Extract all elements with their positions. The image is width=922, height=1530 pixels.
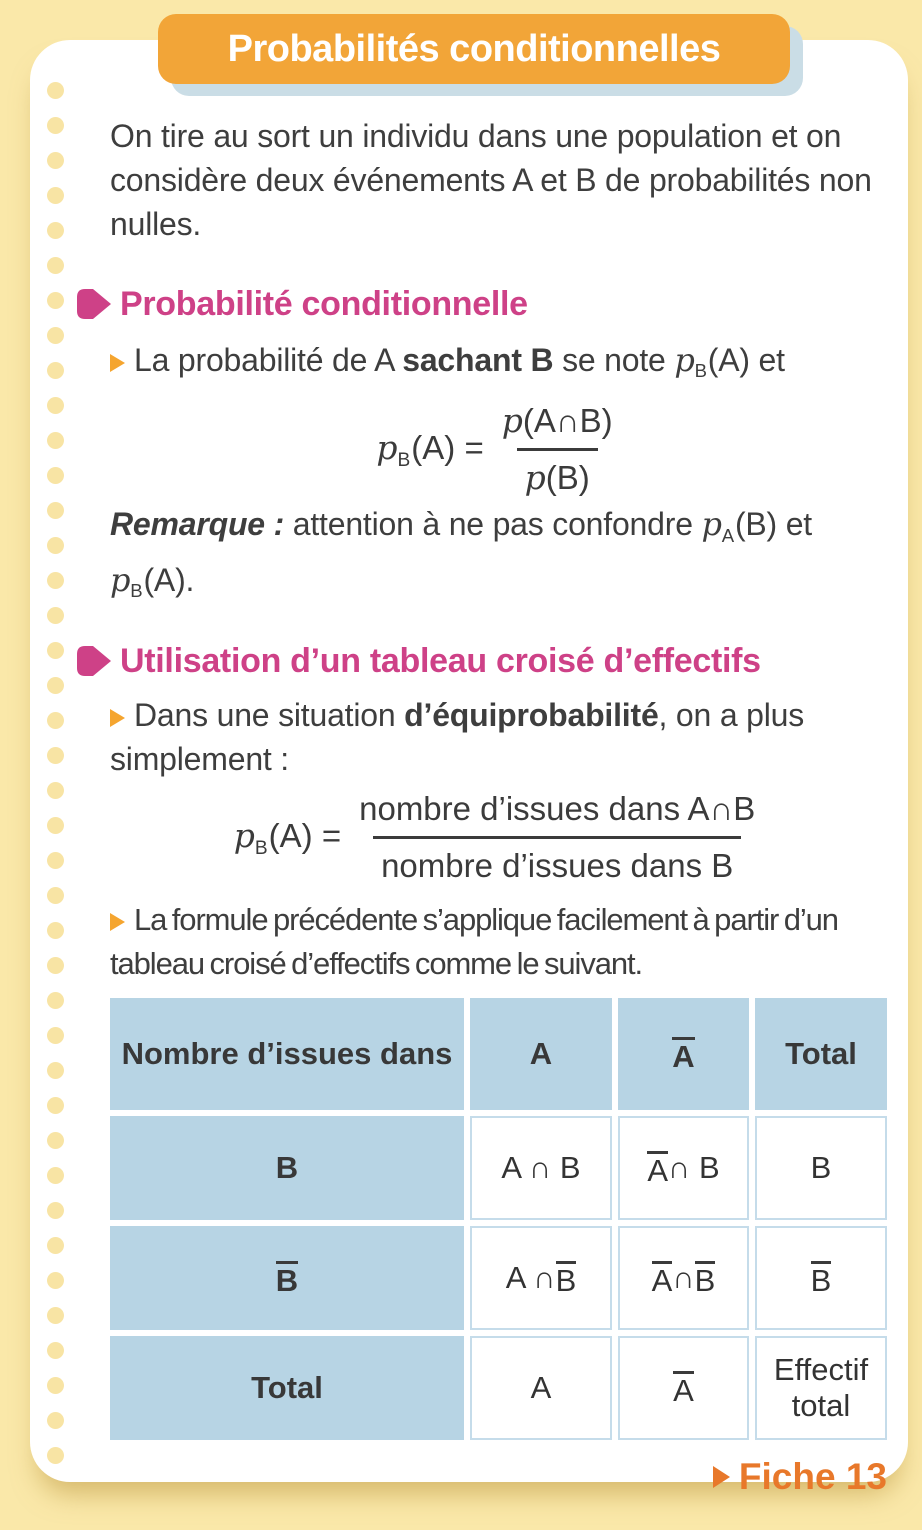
effectifs-table — [110, 998, 887, 1440]
table-cell: B — [755, 1226, 887, 1330]
binder-dot — [47, 1307, 64, 1324]
bullet-text: La probabilité de A sachant B se note $p_B(A)$ et — [134, 341, 785, 382]
table-cell: A ∩ B — [618, 1226, 749, 1330]
binder-dot — [47, 1167, 64, 1184]
binder-dot — [47, 957, 64, 974]
table-row-header-cell: B — [110, 1226, 464, 1330]
table-row-header-cell: B — [110, 1116, 464, 1220]
binder-dot — [47, 852, 64, 869]
table-cell: A ∩ B — [618, 1116, 749, 1220]
binder-dot — [47, 187, 64, 204]
binder-dots — [47, 82, 64, 1464]
denominator: p(B) — [517, 448, 598, 498]
table-cell: A ∩ B — [470, 1226, 612, 1330]
table-header-cell: Nombre d’issues dans — [110, 998, 464, 1110]
section-title-probabilite-conditionnelle — [76, 282, 887, 326]
fraction — [494, 401, 621, 498]
binder-dot — [47, 1447, 64, 1464]
binder-dot — [47, 1342, 64, 1359]
binder-dot — [47, 712, 64, 729]
bullet-point-tableau — [110, 898, 887, 986]
table-header-cell: Total — [755, 998, 887, 1110]
binder-dot — [47, 747, 64, 764]
binder-dot — [47, 922, 64, 939]
formula-lhs: $p_B(A)$ = — [376, 428, 484, 471]
binder-dot — [47, 642, 64, 659]
denominator: nombre d’issues dans B — [373, 836, 741, 886]
binder-dot — [47, 327, 64, 344]
page-title: Probabilités conditionnelles — [227, 27, 721, 70]
binder-dot — [47, 1027, 64, 1044]
binder-dot — [47, 537, 64, 554]
binder-dot — [47, 992, 64, 1009]
bullet-text: Dans une situation d’équiprobabilité, on a plus simplement : — [110, 697, 805, 778]
bullet-point-sachant — [110, 338, 887, 393]
arrow-bullet-icon — [110, 354, 125, 372]
binder-dot — [47, 887, 64, 904]
binder-dot — [47, 607, 64, 624]
binder-dot — [47, 467, 64, 484]
numerator: p(A∩B) — [501, 401, 613, 441]
arrow-bullet-icon — [110, 709, 125, 727]
intro-paragraph: On tire au sort un individu dans une population et on considère deux événements A et B de probabilités non nulles. — [110, 118, 872, 242]
remark-paragraph: Remarque : attention à ne pas confondre $p_A(B)$ et $p_B(A)$. — [110, 505, 812, 602]
bullet-text: La formule précédente s’applique facilement à partir d’un tableau croisé d’effectifs comme le suivant. — [110, 902, 838, 982]
table-header-cell: A — [470, 998, 612, 1110]
binder-dot — [47, 82, 64, 99]
table-cell: A ∩ B — [470, 1116, 612, 1220]
section-title-text: Utilisation d’un tableau croisé d’effectifs — [120, 642, 761, 681]
title-banner — [158, 14, 790, 84]
binder-dot — [47, 1377, 64, 1394]
binder-dot — [47, 1272, 64, 1289]
section-title-tableau-croise — [76, 639, 887, 683]
section-bullet-icon — [76, 288, 112, 320]
binder-dot — [47, 1062, 64, 1079]
section-title-text: Probabilité conditionnelle — [120, 285, 528, 323]
binder-dot — [47, 817, 64, 834]
table-cell: A — [618, 1336, 749, 1440]
binder-dot — [47, 397, 64, 414]
binder-dot — [47, 152, 64, 169]
binder-dot — [47, 257, 64, 274]
formula-lhs: $p_B(A)$ = — [233, 816, 342, 859]
binder-dot — [47, 572, 64, 589]
binder-dot — [47, 222, 64, 239]
binder-dot — [47, 432, 64, 449]
fiche-link[interactable] — [110, 1456, 887, 1498]
binder-dot — [47, 782, 64, 799]
binder-dot — [47, 1132, 64, 1149]
card-content — [110, 40, 887, 1498]
binder-dot — [47, 1202, 64, 1219]
binder-dot — [47, 502, 64, 519]
binder-dot — [47, 1097, 64, 1114]
note-card — [30, 40, 908, 1498]
formula-conditional-probability — [110, 401, 887, 498]
table-cell: A — [470, 1336, 612, 1440]
table-row-header-cell: Total — [110, 1336, 464, 1440]
table-cell: B — [755, 1116, 887, 1220]
binder-dot — [47, 362, 64, 379]
arrow-bullet-icon — [110, 913, 125, 931]
table-cell: Effectif total — [755, 1336, 887, 1440]
binder-dot — [47, 292, 64, 309]
binder-dot — [47, 117, 64, 134]
fiche-label: Fiche 13 — [738, 1456, 887, 1498]
binder-dot — [47, 677, 64, 694]
bullet-point-equiprobabilite — [110, 693, 887, 781]
binder-dot — [47, 1412, 64, 1429]
numerator: nombre d’issues dans A∩B — [359, 790, 756, 828]
table-header-cell: A — [618, 998, 749, 1110]
formula-equiprobability — [110, 789, 887, 886]
section-bullet-icon — [76, 645, 112, 677]
fiche-arrow-icon — [713, 1466, 730, 1488]
binder-dot — [47, 1237, 64, 1254]
fraction — [351, 789, 763, 886]
